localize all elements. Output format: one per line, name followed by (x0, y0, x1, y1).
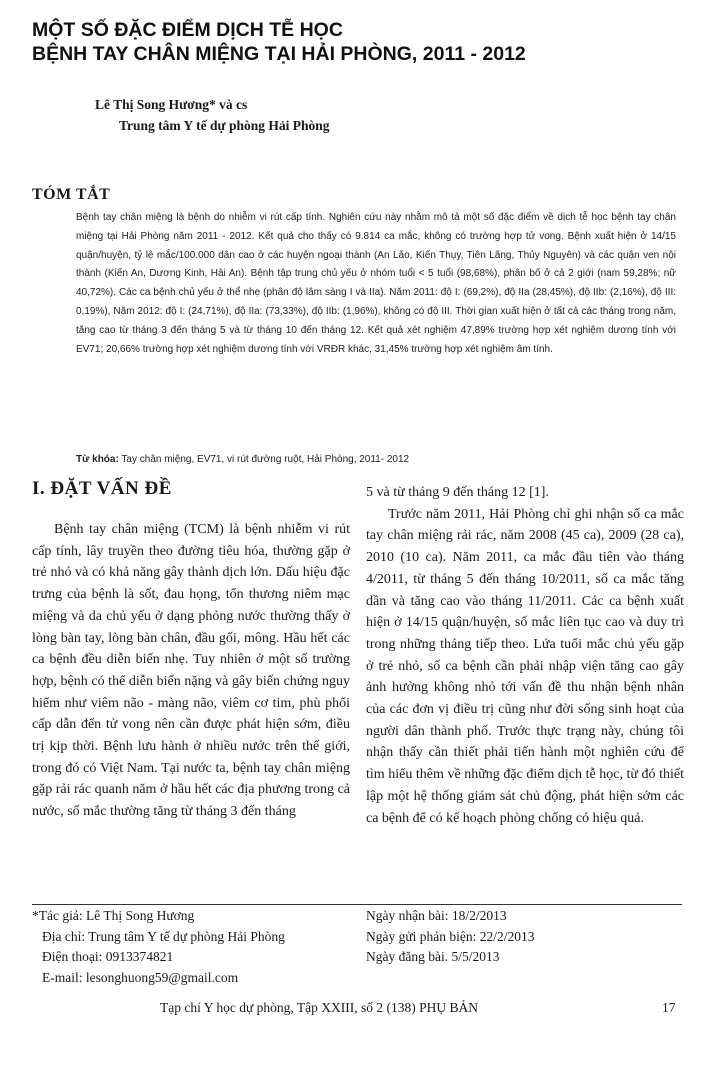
date-reviewed: Ngày gửi phản biện: 22/2/2013 (366, 928, 535, 944)
author-address: Địa chỉ: Trung tâm Y tế dự phòng Hải Phòng (42, 928, 285, 944)
intro-paragraph-continued: 5 và từ tháng 9 đến tháng 12 [1]. (366, 485, 549, 500)
submission-dates (366, 906, 535, 968)
author-names: Lê Thị Song Hương* và cs (95, 97, 248, 112)
author-email: E-mail: lesonghuong59@gmail.com (42, 969, 239, 985)
background-paragraph: Trước năm 2011, Hải Phòng chỉ ghi nhận số ca mắc tay chân miệng rải rác, năm 2008 (45 ca), 2009 (28 ca), 2010 (10 ca). Năm 2011, ca mắc đầu tiên vào tháng 4/2011, từ tháng 5 đến tháng 10/2011, số ca mắc tăng dần và tăng cao vào tháng 11/2011. Các ca bệnh xuất hiện ở 14/15 quận/huyện, số mắc liên tục cao và duy trì trong những tháng tiếp theo. Lứa tuổi mắc chủ yếu gặp ở trẻ nhỏ, số ca bệnh cần phải nhập viện tăng cao gây ảnh hưởng không nhỏ tới vấn đề thu nhận bệnh nhân của các đơn vị điều trị cũng như đời sống sinh hoạt của người dân thành phố. Trước thực trạng này, chúng tôi nhận thấy cần thiết phải tiến hành một nghiên cứu để tìm hiểu thêm về những đặc điểm dịch tễ học, từ đó thiết lập một hệ thống giám sát chủ động, phát hiện sớm các ca bệnh để có kế hoạch phòng chống có hiệu quả. (366, 506, 684, 826)
author-affiliation: Trung tâm Y tế dự phòng Hải Phòng (119, 118, 330, 133)
author-block (95, 94, 330, 136)
author-contact (32, 906, 285, 988)
page-number: 17 (662, 1000, 676, 1015)
journal-footer: Tạp chí Y học dự phòng, Tập XXIII, số 2 (138) PHỤ BẢN (160, 1000, 479, 1015)
section-heading: I. ĐẶT VẤN ĐỀ (32, 478, 172, 499)
title-line-2: BỆNH TAY CHÂN MIỆNG TẠI HẢI PHÒNG, 2011 - 2012 (32, 43, 526, 65)
title-line-1: MỘT SỐ ĐẶC ĐIỂM DỊCH TỄ HỌC (32, 19, 343, 41)
corresponding-author: *Tác giả: Lê Thị Song Hương (32, 908, 195, 923)
abstract-keywords (76, 451, 676, 469)
abstract-body: Bệnh tay chân miệng là bệnh do nhiễm vi rút cấp tính. Nghiên cứu này nhằm mô tả một số đặc điểm về dịch tễ học bệnh tay chân miệng tại Hải Phòng năm 2011 - 2012. Kết quả cho thấy có 9.814 ca mắc, không có trường hợp tử vong. Bệnh xuất hiện ở 14/15 quận/huyện, tỷ lệ mắc/100.000 dân cao ở các huyện ngoại thành (An Lão, Kiến Thụy, Tiên Lãng, Thủy Nguyên) và các quận ven nội thành (Kiến An, Dương Kinh, Hải An). Bệnh tập trung chủ yếu ở nhóm tuổi < 5 tuổi (98,68%), phân bố ở cả 2 giới (nam 59,28%; nữ 40,72%). Các ca bệnh chủ yếu ở thể nhẹ (phân độ lâm sàng I và IIa). Năm 2011: độ I: (69,2%), độ IIa (28,45%), độ IIb: (2,16%), độ III: 0,19%), Năm 2012: độ I: (24,71%), độ IIa: (73,33%), độ IIb: (1,96%), không có độ III. Thời gian xuất hiện ở tất cả các tháng trong năm, tăng cao từ tháng 3 đến tháng 5 và từ tháng 10 đến tháng 12. Kết quả xét nghiệm 47,89% trường hợp xét nghiệm dương tính với EV71; 20,66% trường hợp xét nghiệm dương tính với VRĐR khác, 31,45% trường hợp xét nghiệm âm tính. (76, 212, 676, 355)
author-phone: Điện thoại: 0913374821 (42, 949, 174, 964)
keywords-text: Tay chân miệng, EV71, vi rút đường ruột, Hải Phòng, 2011- 2012 (121, 454, 410, 465)
date-received: Ngày nhận bài: 18/2/2013 (366, 908, 507, 923)
intro-paragraph: Bệnh tay chân miệng (TCM) là bệnh nhiễm vi rút cấp tính, lây truyền theo đường tiêu hóa, thường gặp ở trẻ nhỏ và có khả năng gây thành dịch lớn. Dấu hiệu đặc trưng của bệnh là sốt, đau họng, tổn thương niêm mạc miệng và da chủ yếu ở dạng phỏng nước thường thấy ở lòng bàn tay, lòng bàn chân, đầu gối, mông. Hầu hết các ca bệnh đều diễn biến nhẹ. Tuy nhiên ở một số trường hợp, bệnh có thể diễn biến nặng và gây biến chứng nguy hiểm như viêm não - màng não, viêm cơ tim, phù phổi cấp dẫn đến tử vong nên cần được phát hiện sớm, điều trị kịp thời. Bệnh lưu hành ở nhiều nước trên thế giới, trong đó có Việt Nam. Tại nước ta, bệnh tay chân miệng gặp rải rác quanh năm ở hầu hết các địa phương trong cả nước, số mắc thường tăng từ tháng 3 đến tháng (32, 522, 350, 820)
date-published: Ngày đăng bài. 5/5/2013 (366, 949, 500, 964)
abstract-heading: TÓM TẮT (32, 186, 111, 203)
left-column (32, 519, 350, 823)
right-column (366, 482, 684, 829)
footnote-divider (32, 904, 682, 905)
article-title (32, 18, 682, 66)
keywords-label: Từ khóa: (76, 454, 119, 465)
